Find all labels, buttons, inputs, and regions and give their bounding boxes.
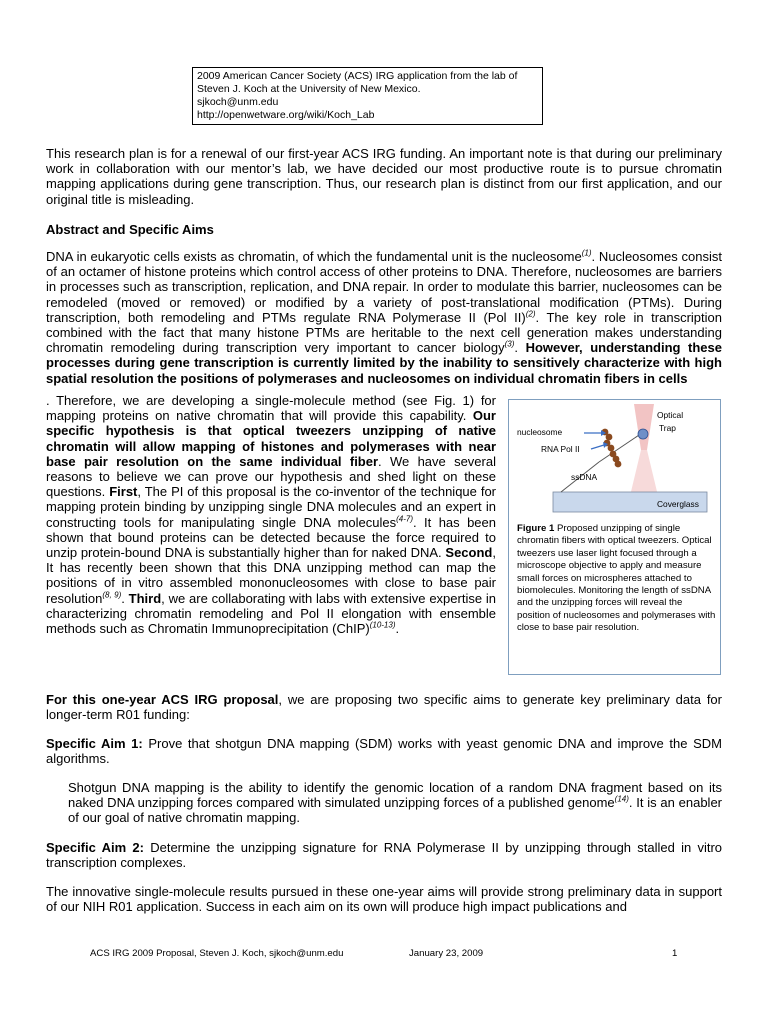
application-header-box <box>192 67 543 125</box>
header-email: sjkoch@unm.edu <box>197 96 279 108</box>
rnapol-arrow <box>591 445 604 449</box>
abstract-paragraph-2: . Therefore, we are developing a single-molecule method (see Fig. 1) for mapping proteins on native chromatin that will provide this capability. Our specific hypothesis is that optical tweezers unzipping of native chromatin will allow mapping of histones and polymerases with near base pair resolution on the same individual fiber. We have several reasons to believe we can prove our hypothesis and shed light on these questions. First, The PI of this proposal is the co-inventor of the technique for mapping protein binding by unzipping single DNA molecules and an expert in constructing tools for manipulating single DNA molecules$^{(4-7)}$. It has been shown that bound proteins can be detected because the force required to unzip protein-bound DNA is substantially higher than for naked DNA. Second, It has recently been shown that this DNA unzipping method can map the positions of in vitro assembled mononucleosomes with close to base pair resolution$^{(8, 9)}$. Third, we are collaborating with labs with extensive expertise in characterizing chromatin remodeling and Pol II elongation with ensemble methods such as Chromatin Immunoprecipitation (ChIP)$^{(10-13)}$. <box>46 393 497 637</box>
aim1-paragraph: Specific Aim 1: Prove that shotgun DNA mapping (SDM) works with yeast genomic DNA and improve the SDM algorithms. <box>46 736 722 767</box>
footer-left: ACS IRG 2009 Proposal, Steven J. Koch, sjkoch@unm.edu <box>90 948 344 959</box>
aim1-detail: Shotgun DNA mapping is the ability to identify the genomic location of a random DNA fragment based on its naked DNA unzipping forces compared with simulated unzipping forces of a published genome$^{(14)}$. It is an enabler of our goal of native chromatin mapping. <box>68 780 722 826</box>
aim1-label: Specific Aim 1: <box>46 736 143 751</box>
limitation-statement: However, understanding these processes during gene transcription is currently limited by the inability to sensitively characterize with high spatial resolution the positions of polymerases and nucleosomes on individual chromatin fibers in cells <box>46 340 722 386</box>
header-line-1: 2009 American Cancer Society (ACS) IRG application from the lab of <box>197 70 518 82</box>
intro-paragraph: This research plan is for a renewal of our first-year ACS IRG funding. An important note is that during our preliminary work in collaboration with our mentor’s lab, we have decided our most productive route is to pursue chromatin mapping applications during gene transcription. Thus, our research plan is distinct from our first application, and our original title is misleading. <box>46 146 722 207</box>
aim2-label: Specific Aim 2: <box>46 840 144 855</box>
nucleosome-label: nucleosome <box>517 427 563 437</box>
closing-paragraph: The innovative single-molecule results pursued in these one-year aims will provide strong preliminary data in support of our NIH R01 application. Success in each aim on its own will produce high impact publications and <box>46 884 722 915</box>
unzipping-diagram <box>509 400 720 520</box>
optical-trap-beam <box>634 404 654 450</box>
abstract-paragraph-1: DNA in eukaryotic cells exists as chromatin, of which the fundamental unit is the nucleosome$^{(1)}$. Nucleosomes consist of an octamer of histone proteins which control access of other proteins to DNA. Therefore, nucleosomes are barriers in processes such as transcription, replication, and DNA repair. In order to modulate this barrier, nucleosomes can be remodeled (moved or removed) or modified by a variety of post-translational modification (PTMs). During transcription, both remodeling and PTMs regulate RNA Polymerase II (Pol II)$^{(2)}$. The key role in transcription combined with the fact that many histone PTMs are heritable to the next cell generation makes understanding chromatin remodeling during transcription very important to cancer biology$^{(3)}$. However, understanding these processes during gene transcription is currently limited by the inability to sensitively characterize with high spatial resolution the positions of polymerases and nucleosomes on individual chromatin fibers in cells <box>46 248 722 386</box>
coverglass-label: Coverglass <box>657 499 699 509</box>
nucleosome-chain <box>602 429 622 468</box>
trap-label: Trap <box>659 423 676 433</box>
header-line-2: Steven J. Koch at the University of New Mexico. <box>197 83 421 95</box>
figure-1 <box>508 399 721 675</box>
nucleosome-7 <box>615 461 622 468</box>
optical-label: Optical <box>657 410 684 420</box>
footer-date: January 23, 2009 <box>409 948 484 959</box>
nucleosome-2 <box>606 434 613 441</box>
figure-caption: Figure 1 Proposed unzipping of single chromatin fibers with optical tweezers. Optical tweezers use laser light focused through a microscope objective to apply and measure small forces on microspheres attached to biomolecules. Monitoring the length of ssDNA and the unzipping forces will reveal the position of nucleosomes and polymerases with close to base pair resolution. <box>517 523 716 634</box>
aim2-paragraph: Specific Aim 2: Determine the unzipping signature for RNA Polymerase II by unzipping through stalled in vitro transcription complexes. <box>46 840 723 871</box>
ssdna-upper-strand <box>599 433 642 462</box>
footer-page-number: 1 <box>672 948 678 959</box>
nucleosome-4 <box>608 445 615 452</box>
header-url: http://openwetware.org/wiki/Koch_Lab <box>197 109 375 121</box>
section-heading: Abstract and Specific Aims <box>46 222 214 237</box>
hypothesis-statement: Our specific hypothesis is that optical tweezers unzipping of native chromatin will allow mapping of histones and polymerases with near base pair resolution on the same individual fiber <box>46 408 496 469</box>
rnapol-label: RNA Pol II <box>541 444 580 454</box>
ssdna-label: ssDNA <box>571 472 598 482</box>
proposal-paragraph: For this one-year ACS IRG proposal, we are proposing two specific aims to generate key preliminary data for longer-term R01 funding: <box>46 692 722 723</box>
microsphere-bead <box>638 429 648 439</box>
